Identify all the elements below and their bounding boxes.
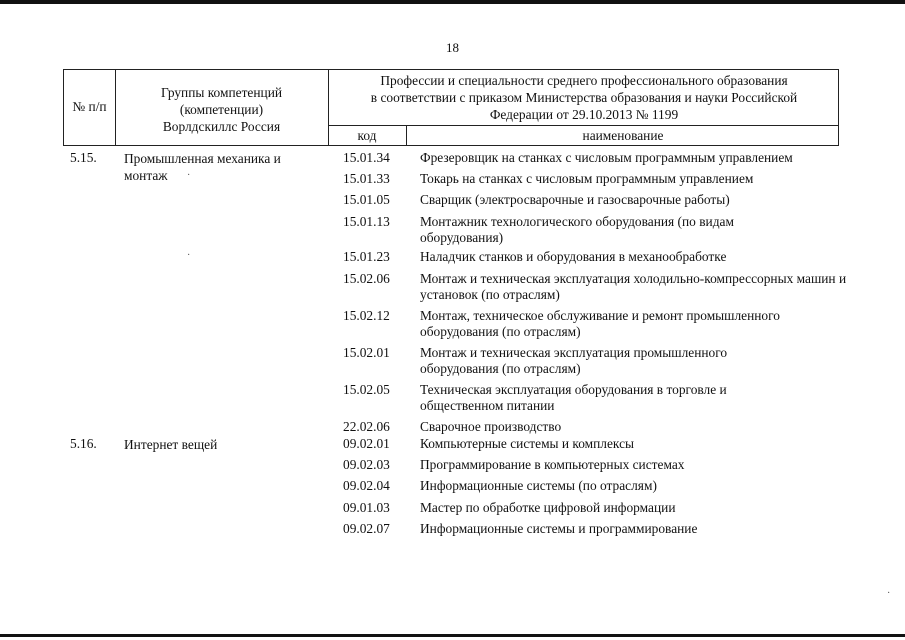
profession-code: 22.02.06: [343, 419, 390, 434]
profession-name: Монтаж, техническое обслуживание и ремонт промышленного оборудования (по отраслям): [420, 308, 780, 339]
top-border-line: [0, 0, 905, 4]
header-prof-line: Профессии и специальности среднего профессионального образования: [380, 73, 788, 88]
header-code-col: код: [357, 128, 377, 143]
profession-name: Программирование в компьютерных системах: [420, 457, 685, 472]
header-prof-col: [328, 72, 840, 123]
profession-code: 09.02.01: [343, 436, 390, 451]
profession-name: Сварщик (электросварочные и газосварочные работы): [420, 192, 730, 207]
profession-code: 09.02.03: [343, 457, 390, 472]
scan-speck: ·: [187, 170, 191, 181]
page-number: 18: [446, 40, 459, 55]
profession-name: Компьютерные системы и комплексы: [420, 436, 635, 451]
group-name-line: Промышленная механика и: [124, 151, 281, 166]
group-name: [124, 436, 324, 453]
profession-code: 15.01.13: [343, 214, 390, 229]
table-header: [63, 69, 839, 146]
group-number: 5.15.: [70, 150, 97, 165]
profession-code: 09.01.03: [343, 500, 390, 515]
profession-code: 15.01.23: [343, 249, 390, 264]
profession-code: 15.02.01: [343, 345, 390, 360]
profession-code: 15.01.05: [343, 192, 390, 207]
header-prof-line: Федерации от 29.10.2013 № 1199: [489, 107, 679, 122]
group-name: [124, 150, 324, 184]
header-name-col: наименование: [582, 128, 664, 143]
profession-code: 15.01.34: [343, 150, 390, 165]
profession-name: Техническая эксплуатация оборудования в торговле и общественном питании: [420, 382, 727, 413]
profession-code: 09.02.07: [343, 521, 390, 536]
profession-name: Мастер по обработке цифровой информации: [420, 500, 676, 515]
header-prof-line: в соответствии с приказом Министерства образования и науки Российской: [370, 90, 798, 105]
bottom-border-line: [0, 634, 905, 637]
header-num-col: № п/п: [72, 99, 107, 114]
header-group-line: Группы компетенций: [160, 85, 283, 100]
group-number: 5.16.: [70, 436, 97, 451]
group-name-line: Интернет вещей: [124, 437, 218, 452]
profession-code: 09.02.04: [343, 478, 390, 493]
header-group-line: (компетенции): [179, 102, 264, 117]
header-divider: [328, 125, 838, 126]
profession-name: Фрезеровщик на станках с числовым программным управлением: [420, 150, 793, 165]
scan-speck: ·: [187, 250, 191, 261]
profession-name: Информационные системы и программирование: [420, 521, 698, 536]
profession-name: Токарь на станках с числовым программным управлением: [420, 171, 754, 186]
group-name-line: монтаж: [124, 168, 168, 183]
profession-name: Информационные системы (по отраслям): [420, 478, 657, 493]
profession-code: 15.02.12: [343, 308, 390, 323]
header-group-col: [115, 84, 328, 135]
profession-name: Наладчик станков и оборудования в механообработке: [420, 249, 727, 264]
header-group-line: Ворлдскиллс Россия: [162, 119, 281, 134]
profession-name: Сварочное производство: [420, 419, 562, 434]
profession-code: 15.02.06: [343, 271, 390, 286]
profession-name: Монтаж и техническая эксплуатация холодильно-компрессорных машин и установок (по отраслям): [420, 271, 847, 302]
profession-name: Монтажник технологического оборудования (по видам оборудования): [420, 214, 734, 245]
profession-name: Монтаж и техническая эксплуатация промышленного оборудования (по отраслям): [420, 345, 728, 376]
scan-speck: ·: [887, 588, 891, 599]
profession-code: 15.02.05: [343, 382, 390, 397]
profession-code: 15.01.33: [343, 171, 390, 186]
